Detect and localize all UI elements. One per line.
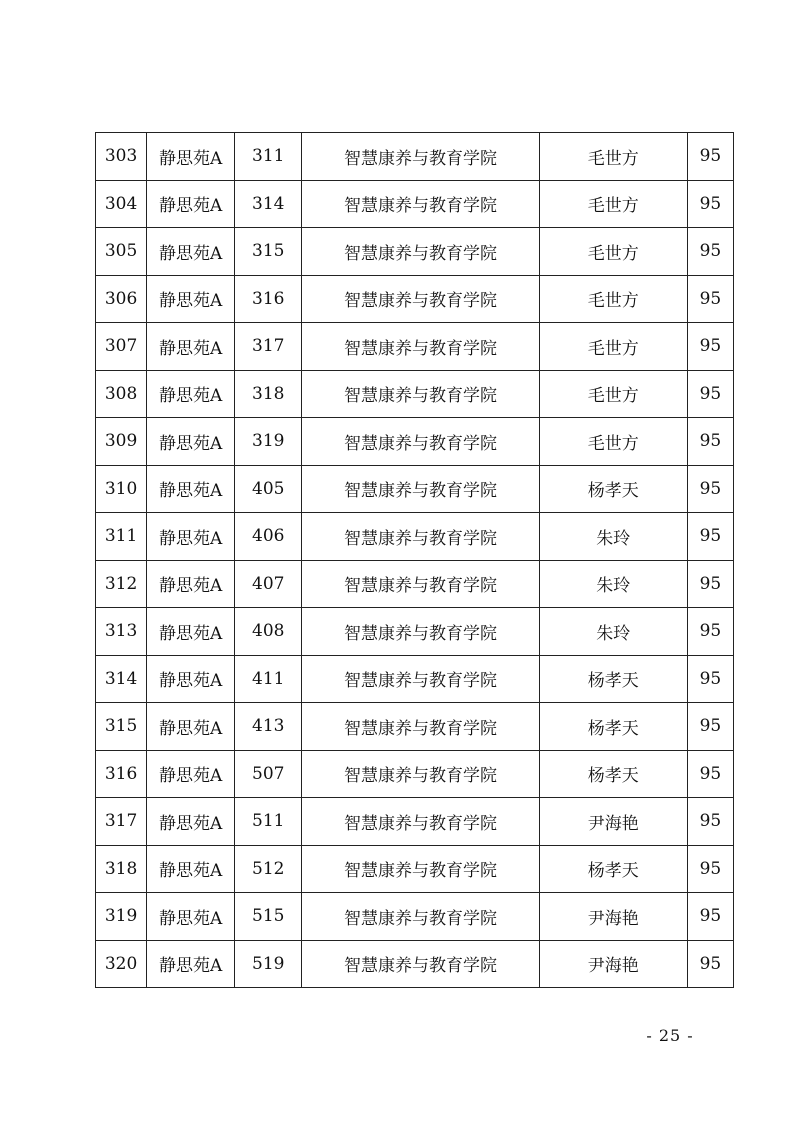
table-row bbox=[96, 275, 734, 323]
table-body bbox=[96, 133, 734, 988]
row-number-cell: 318 bbox=[96, 845, 147, 893]
table-row bbox=[96, 750, 734, 798]
tutor-cell: 杨孝天 bbox=[539, 750, 687, 798]
room-number-cell: 507 bbox=[235, 750, 302, 798]
tutor-cell: 杨孝天 bbox=[539, 703, 687, 751]
college-cell: 智慧康养与教育学院 bbox=[302, 798, 539, 846]
building-cell: 静思苑A bbox=[147, 418, 235, 466]
college-cell: 智慧康养与教育学院 bbox=[302, 893, 539, 941]
college-cell: 智慧康养与教育学院 bbox=[302, 275, 539, 323]
tutor-cell: 杨孝天 bbox=[539, 465, 687, 513]
building-cell: 静思苑A bbox=[147, 370, 235, 418]
tutor-cell: 朱玲 bbox=[539, 513, 687, 561]
room-number-cell: 314 bbox=[235, 180, 302, 228]
room-number-cell: 316 bbox=[235, 275, 302, 323]
building-cell: 静思苑A bbox=[147, 703, 235, 751]
room-number-cell: 411 bbox=[235, 655, 302, 703]
building-cell: 静思苑A bbox=[147, 228, 235, 276]
college-cell: 智慧康养与教育学院 bbox=[302, 180, 539, 228]
room-number-cell: 319 bbox=[235, 418, 302, 466]
table-row bbox=[96, 893, 734, 941]
tutor-cell: 杨孝天 bbox=[539, 655, 687, 703]
building-cell: 静思苑A bbox=[147, 940, 235, 988]
building-cell: 静思苑A bbox=[147, 893, 235, 941]
room-number-cell: 315 bbox=[235, 228, 302, 276]
tutor-cell: 毛世方 bbox=[539, 133, 687, 181]
college-cell: 智慧康养与教育学院 bbox=[302, 370, 539, 418]
table-row bbox=[96, 228, 734, 276]
room-number-cell: 317 bbox=[235, 323, 302, 371]
table-row bbox=[96, 560, 734, 608]
page-number: - 25 - bbox=[646, 1026, 694, 1045]
row-number-cell: 304 bbox=[96, 180, 147, 228]
score-cell: 95 bbox=[687, 228, 733, 276]
building-cell: 静思苑A bbox=[147, 655, 235, 703]
score-cell: 95 bbox=[687, 940, 733, 988]
room-number-cell: 512 bbox=[235, 845, 302, 893]
building-cell: 静思苑A bbox=[147, 323, 235, 371]
college-cell: 智慧康养与教育学院 bbox=[302, 133, 539, 181]
tutor-cell: 朱玲 bbox=[539, 560, 687, 608]
room-number-cell: 408 bbox=[235, 608, 302, 656]
college-cell: 智慧康养与教育学院 bbox=[302, 323, 539, 371]
college-cell: 智慧康养与教育学院 bbox=[302, 228, 539, 276]
dormitory-score-table bbox=[95, 132, 734, 988]
college-cell: 智慧康养与教育学院 bbox=[302, 418, 539, 466]
college-cell: 智慧康养与教育学院 bbox=[302, 608, 539, 656]
score-cell: 95 bbox=[687, 750, 733, 798]
row-number-cell: 313 bbox=[96, 608, 147, 656]
building-cell: 静思苑A bbox=[147, 798, 235, 846]
college-cell: 智慧康养与教育学院 bbox=[302, 560, 539, 608]
table-row bbox=[96, 180, 734, 228]
table-row bbox=[96, 418, 734, 466]
score-cell: 95 bbox=[687, 703, 733, 751]
row-number-cell: 310 bbox=[96, 465, 147, 513]
building-cell: 静思苑A bbox=[147, 133, 235, 181]
score-cell: 95 bbox=[687, 370, 733, 418]
score-cell: 95 bbox=[687, 465, 733, 513]
row-number-cell: 307 bbox=[96, 323, 147, 371]
row-number-cell: 314 bbox=[96, 655, 147, 703]
table-row bbox=[96, 133, 734, 181]
building-cell: 静思苑A bbox=[147, 845, 235, 893]
row-number-cell: 308 bbox=[96, 370, 147, 418]
score-cell: 95 bbox=[687, 798, 733, 846]
table-row bbox=[96, 655, 734, 703]
score-cell: 95 bbox=[687, 323, 733, 371]
score-cell: 95 bbox=[687, 655, 733, 703]
score-cell: 95 bbox=[687, 418, 733, 466]
row-number-cell: 309 bbox=[96, 418, 147, 466]
room-number-cell: 511 bbox=[235, 798, 302, 846]
row-number-cell: 320 bbox=[96, 940, 147, 988]
score-cell: 95 bbox=[687, 275, 733, 323]
building-cell: 静思苑A bbox=[147, 560, 235, 608]
tutor-cell: 杨孝天 bbox=[539, 845, 687, 893]
room-number-cell: 311 bbox=[235, 133, 302, 181]
row-number-cell: 305 bbox=[96, 228, 147, 276]
table-row bbox=[96, 845, 734, 893]
building-cell: 静思苑A bbox=[147, 180, 235, 228]
room-number-cell: 519 bbox=[235, 940, 302, 988]
row-number-cell: 303 bbox=[96, 133, 147, 181]
score-cell: 95 bbox=[687, 560, 733, 608]
tutor-cell: 毛世方 bbox=[539, 275, 687, 323]
tutor-cell: 毛世方 bbox=[539, 228, 687, 276]
row-number-cell: 306 bbox=[96, 275, 147, 323]
tutor-cell: 毛世方 bbox=[539, 370, 687, 418]
row-number-cell: 316 bbox=[96, 750, 147, 798]
building-cell: 静思苑A bbox=[147, 275, 235, 323]
row-number-cell: 317 bbox=[96, 798, 147, 846]
room-number-cell: 318 bbox=[235, 370, 302, 418]
row-number-cell: 315 bbox=[96, 703, 147, 751]
college-cell: 智慧康养与教育学院 bbox=[302, 513, 539, 561]
row-number-cell: 319 bbox=[96, 893, 147, 941]
score-cell: 95 bbox=[687, 608, 733, 656]
room-number-cell: 405 bbox=[235, 465, 302, 513]
college-cell: 智慧康养与教育学院 bbox=[302, 940, 539, 988]
table-row bbox=[96, 323, 734, 371]
building-cell: 静思苑A bbox=[147, 513, 235, 561]
score-cell: 95 bbox=[687, 133, 733, 181]
table-row bbox=[96, 703, 734, 751]
college-cell: 智慧康养与教育学院 bbox=[302, 703, 539, 751]
score-cell: 95 bbox=[687, 893, 733, 941]
college-cell: 智慧康养与教育学院 bbox=[302, 465, 539, 513]
table-row bbox=[96, 940, 734, 988]
college-cell: 智慧康养与教育学院 bbox=[302, 845, 539, 893]
college-cell: 智慧康养与教育学院 bbox=[302, 750, 539, 798]
room-number-cell: 515 bbox=[235, 893, 302, 941]
building-cell: 静思苑A bbox=[147, 750, 235, 798]
room-number-cell: 413 bbox=[235, 703, 302, 751]
college-cell: 智慧康养与教育学院 bbox=[302, 655, 539, 703]
building-cell: 静思苑A bbox=[147, 608, 235, 656]
room-number-cell: 407 bbox=[235, 560, 302, 608]
tutor-cell: 尹海艳 bbox=[539, 798, 687, 846]
room-number-cell: 406 bbox=[235, 513, 302, 561]
score-cell: 95 bbox=[687, 845, 733, 893]
tutor-cell: 毛世方 bbox=[539, 418, 687, 466]
tutor-cell: 毛世方 bbox=[539, 180, 687, 228]
tutor-cell: 尹海艳 bbox=[539, 893, 687, 941]
table-row bbox=[96, 370, 734, 418]
building-cell: 静思苑A bbox=[147, 465, 235, 513]
score-cell: 95 bbox=[687, 180, 733, 228]
tutor-cell: 朱玲 bbox=[539, 608, 687, 656]
table-row bbox=[96, 513, 734, 561]
tutor-cell: 尹海艳 bbox=[539, 940, 687, 988]
row-number-cell: 311 bbox=[96, 513, 147, 561]
tutor-cell: 毛世方 bbox=[539, 323, 687, 371]
table-row bbox=[96, 465, 734, 513]
row-number-cell: 312 bbox=[96, 560, 147, 608]
table-row bbox=[96, 608, 734, 656]
table-row bbox=[96, 798, 734, 846]
score-cell: 95 bbox=[687, 513, 733, 561]
